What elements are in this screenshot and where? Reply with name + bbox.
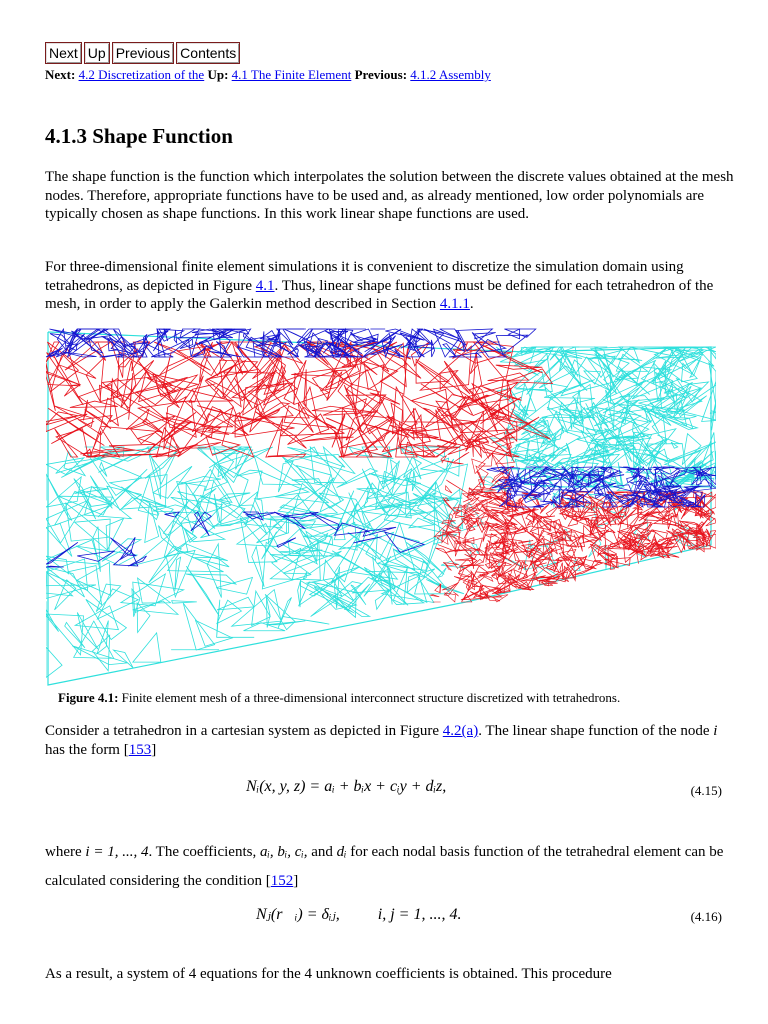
mesh-element xyxy=(217,600,242,623)
mesh-element xyxy=(267,621,305,625)
mesh-element xyxy=(504,329,535,337)
up-link[interactable]: 4.1 The Finite Element xyxy=(231,67,352,82)
equation-number: (4.15) xyxy=(690,783,722,798)
figure-link[interactable]: 4.1 xyxy=(255,277,275,294)
text: . The linear shape function of the node xyxy=(478,723,714,739)
caption-text: Finite element mesh of a three-dimensional interconnect structure discretized with tetrahedrons. xyxy=(118,690,621,705)
mesh-element xyxy=(495,580,506,593)
mesh-element xyxy=(455,558,473,560)
mesh-element xyxy=(120,537,135,559)
math-range: i = 1, ..., 4 xyxy=(85,844,149,860)
mesh-element xyxy=(380,364,406,395)
mesh-element xyxy=(300,437,353,441)
text: ] xyxy=(151,741,157,758)
mesh-element xyxy=(456,437,470,443)
mesh-element xyxy=(294,373,329,404)
mesh-element xyxy=(297,329,329,343)
mesh-element xyxy=(172,601,197,604)
mesh-element xyxy=(186,566,219,616)
mesh-element xyxy=(207,544,221,598)
mesh-element xyxy=(669,542,674,545)
mesh-element xyxy=(633,424,657,461)
figure-4-2-link[interactable]: 4.2(a) xyxy=(442,723,479,739)
mesh-element xyxy=(171,497,223,519)
mesh-element xyxy=(178,476,221,484)
mesh-element xyxy=(217,597,254,610)
mesh-element xyxy=(186,574,236,584)
paragraph-coefficients xyxy=(45,838,735,896)
mesh-element xyxy=(436,548,447,553)
text: where xyxy=(45,844,86,860)
mesh-element xyxy=(46,566,64,567)
paragraph-intro: The shape function is the function which interpolates the solution between the discrete values obtained at the mesh nodes. Therefore, appropriate functions have to be used and, as already mentioned, low order polynomials are typically chosen as shape functions. In this work linear shape functions are used. xyxy=(45,169,734,222)
figure-caption xyxy=(58,690,620,706)
mesh-element xyxy=(257,472,309,499)
text: unknown coefficients is obtained. This procedure xyxy=(312,966,612,982)
mesh-element xyxy=(121,574,165,606)
mesh-element xyxy=(446,480,470,495)
math-number: 4 xyxy=(188,966,197,982)
reference-link[interactable]: 152 xyxy=(270,873,294,889)
mesh-element xyxy=(423,408,458,432)
mesh-element xyxy=(180,505,203,523)
mesh-element xyxy=(536,563,547,566)
equation-number: (4.16) xyxy=(690,909,722,924)
equation-range: i, j = 1, ..., 4. xyxy=(377,906,462,923)
mesh-cyan-region xyxy=(46,332,716,685)
mesh-element xyxy=(178,427,221,457)
mesh-element xyxy=(664,442,716,462)
up-button[interactable]: Up xyxy=(84,42,110,64)
mesh-element xyxy=(652,530,668,540)
mesh-element xyxy=(133,633,161,662)
reference-link[interactable]: 153 xyxy=(128,741,152,758)
next-button[interactable]: Next xyxy=(45,42,82,64)
mesh-element xyxy=(470,353,477,373)
equation-formula: Nⱼ(r⃗ᵢ) = δᵢⱼ, xyxy=(256,906,340,923)
text: for each nodal basis function of the tetrahedral element can be calculated considering the condition [ xyxy=(45,844,724,889)
up-label: Up: xyxy=(207,67,229,82)
mesh-element xyxy=(263,519,315,527)
mesh-element xyxy=(587,373,628,415)
mesh-element xyxy=(430,595,439,597)
mesh-element xyxy=(232,370,277,398)
text: . Thus, linear shape functions must be defined for each tetrahedron of the mesh, in order to apply the Galerkin method described in Section xyxy=(45,277,714,312)
mesh-element xyxy=(137,603,150,633)
mesh-element xyxy=(220,465,248,505)
equation-4-15: Nᵢ(x, y, z) = aᵢ + bᵢx + cᵢy + dᵢz, xyxy=(246,778,447,795)
text: . xyxy=(469,296,474,312)
mesh-element xyxy=(507,369,552,384)
mesh-element xyxy=(86,599,127,639)
mesh-element xyxy=(86,358,104,401)
nav-bar xyxy=(45,42,240,66)
text: and xyxy=(307,844,337,860)
math-d: dᵢ xyxy=(336,844,347,860)
mesh-element xyxy=(472,443,473,457)
math-number: 4 xyxy=(304,966,313,982)
text: Consider a tetrahedron in a cartesian system as depicted in Figure xyxy=(45,723,443,739)
mesh-element xyxy=(310,447,347,483)
mesh-element xyxy=(100,462,107,476)
mesh-element xyxy=(323,447,343,482)
mesh-element xyxy=(508,551,523,568)
mesh-element xyxy=(652,417,666,443)
mesh-element xyxy=(338,428,353,457)
mesh-element xyxy=(236,470,262,476)
previous-label: Previous: xyxy=(354,67,408,82)
mesh-element xyxy=(613,485,631,491)
previous-button[interactable]: Previous xyxy=(112,42,174,64)
text: has the form [ xyxy=(45,741,129,758)
text: . The coefficients, xyxy=(148,844,260,860)
mesh-element xyxy=(278,461,293,492)
mesh-element xyxy=(458,331,466,345)
mesh-element xyxy=(700,432,716,470)
mesh-element xyxy=(85,410,111,429)
next-label: Next: xyxy=(45,67,76,82)
mesh-element xyxy=(284,406,336,428)
mesh-element xyxy=(445,593,456,602)
mesh-element xyxy=(283,529,317,564)
mesh-element xyxy=(406,542,444,574)
mesh-element xyxy=(440,584,441,594)
mesh-element xyxy=(458,573,472,577)
mesh-element xyxy=(454,452,469,462)
text: As a result, a system of xyxy=(45,966,189,982)
mesh-element xyxy=(77,563,111,596)
mesh-element xyxy=(173,513,225,542)
mesh-element xyxy=(239,329,251,348)
mesh-element xyxy=(711,401,716,430)
mesh-element xyxy=(442,584,457,591)
mesh-element xyxy=(445,486,451,493)
mesh-element xyxy=(527,521,532,525)
mesh-element xyxy=(459,568,471,581)
mesh-element xyxy=(138,578,171,603)
mesh-element xyxy=(183,603,214,650)
mesh-element xyxy=(597,489,599,496)
math-coefficients: aᵢ, bᵢ, cᵢ, xyxy=(259,844,308,860)
mesh-element xyxy=(350,332,362,340)
next-link[interactable]: 4.2 Discretization of the xyxy=(78,67,205,82)
mesh-element xyxy=(189,376,203,402)
mesh-element xyxy=(351,585,366,605)
mesh-element xyxy=(695,492,696,507)
previous-link[interactable]: 4.1.2 Assembly xyxy=(410,67,491,82)
paragraph-tetrahedron-cartesian xyxy=(45,722,735,759)
mesh-element xyxy=(216,577,252,594)
text: ] xyxy=(293,873,299,889)
mesh-element xyxy=(252,546,264,586)
mesh-element xyxy=(246,512,276,518)
mesh-element xyxy=(403,458,421,478)
mesh-element xyxy=(540,504,549,513)
section-title: 4.1.3 Shape Function xyxy=(45,124,233,148)
math-var: i xyxy=(713,723,718,739)
mesh-element xyxy=(447,411,481,457)
mesh-element xyxy=(453,592,458,596)
paragraph-system xyxy=(45,965,735,984)
mesh-element xyxy=(96,584,120,612)
mesh-element xyxy=(314,582,356,617)
mesh-element xyxy=(469,500,487,512)
text: equations for the xyxy=(196,966,305,982)
equation-4-16 xyxy=(256,904,461,924)
mesh-figure xyxy=(46,327,716,687)
section-link[interactable]: 4.1.1 xyxy=(439,296,470,312)
mesh-element xyxy=(638,468,639,478)
nav-links xyxy=(45,67,491,83)
mesh-element xyxy=(671,442,678,448)
mesh-element xyxy=(298,580,301,607)
mesh-element xyxy=(196,620,233,646)
paragraph-tetrahedrons xyxy=(45,258,735,314)
caption-label: Figure 4.1: xyxy=(58,690,119,705)
text: For three-dimensional finite element simulations it is convenient to discretize the simulation domain using tetrahedrons, as depicted in Figure xyxy=(45,259,684,294)
contents-button[interactable]: Contents xyxy=(176,42,240,64)
